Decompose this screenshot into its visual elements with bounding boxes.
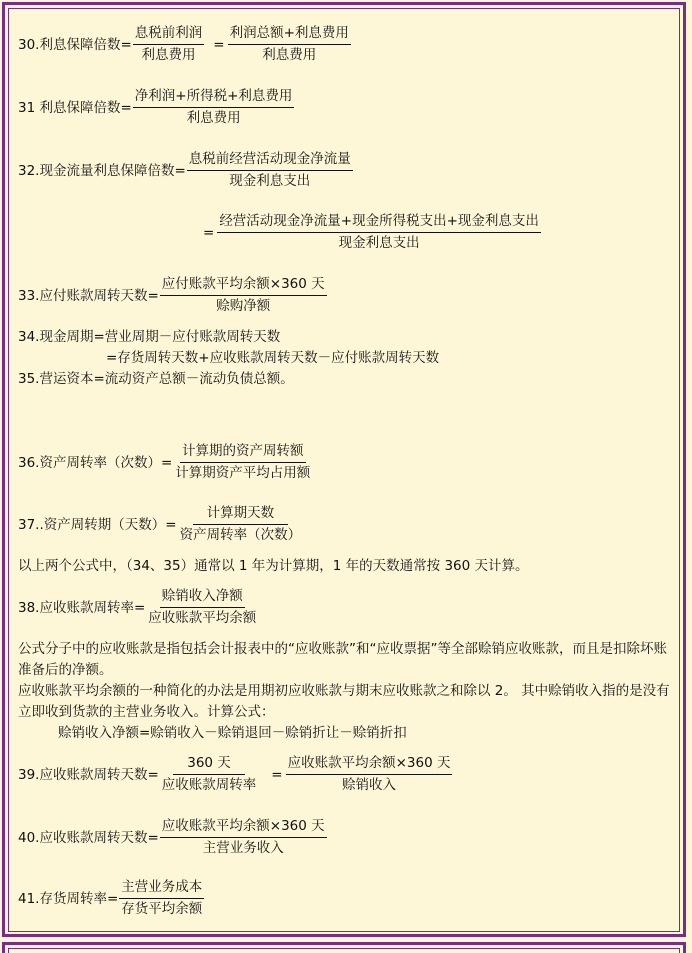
denominator: 主营业务收入 (202, 840, 284, 856)
fraction (146, 587, 258, 628)
numerator: 主营业务成本 (119, 878, 204, 899)
numerator: 应付账款平均余额×360 天 (160, 275, 327, 296)
note-calculation-period: 以上两个公式中，（34、35）通常以 1 年为计算期，1 年的天数通常按 360 天计算。 (18, 558, 529, 574)
formula-label: 31 利息保障倍数= (18, 99, 132, 116)
denominator: 计算期资产平均占用额 (175, 465, 311, 481)
fraction (217, 212, 541, 253)
denominator: 现金利息支出 (338, 235, 420, 251)
fraction (119, 878, 204, 919)
formula-32-continued (201, 212, 542, 253)
formula-37 (18, 504, 304, 545)
note-average-balance: 应收账款平均余额的一种简化的办法是用期初应收账款与期末应收账款之和除以 2。 其中赊销收入指的是没有立即收到货款的主营业务收入。计算公式： (18, 683, 670, 720)
denominator: 利息费用 (141, 47, 196, 63)
numerator: 利润总额+利息费用 (228, 24, 351, 45)
note-receivables-definition: 公式分子中的应收账款是指包括会计报表中的“应收账款”和“应收票据”等全部赊销应收账款，而且是扣除坏账准备后的净额。 (18, 641, 667, 678)
formula-label: 30.利息保障倍数= (18, 36, 132, 53)
fraction (133, 87, 295, 128)
denominator: 赊购净额 (216, 298, 271, 314)
formula-39 (18, 754, 453, 795)
next-page-border-inner (8, 948, 680, 953)
formula-36 (18, 442, 313, 483)
denominator: 应收账款周转率 (161, 777, 257, 793)
formula-34: 34.现金周期=营业周期－应付账款周转天数 (18, 329, 281, 345)
equals-sign: = (271, 766, 283, 783)
denominator: 利息费用 (186, 110, 241, 126)
fraction (173, 442, 312, 483)
denominator: 利息费用 (262, 47, 317, 63)
formula-net-credit-sales: 赊销收入净额=赊销收入－赊销退回－赊销折让－赊销折扣 (58, 725, 407, 741)
equals-sign: = (213, 36, 225, 53)
fraction (160, 754, 259, 795)
denominator: 现金利息支出 (229, 173, 311, 189)
formula-33 (18, 275, 328, 316)
numerator: 360 天 (173, 754, 245, 775)
fraction (187, 150, 353, 191)
denominator: 应收账款平均余额 (148, 610, 257, 626)
numerator: 应收账款平均余额×360 天 (286, 754, 453, 775)
numerator: 计算期的资产周转额 (180, 442, 306, 463)
numerator: 息税前利润 (133, 24, 205, 45)
formula-label: 40.应收账款周转天数= (18, 829, 159, 846)
numerator: 经营活动现金净流量+现金所得税支出+现金利息支出 (217, 212, 541, 233)
formula-label: 32.现金流量利息保障倍数= (18, 162, 186, 179)
formula-label: 36.资产周转率（次数）= (18, 454, 173, 471)
formula-34-continued: =存货周转天数+应收账款周转天数－应付账款周转天数 (106, 350, 440, 366)
formula-label: 39.应收账款周转天数= (18, 766, 159, 783)
denominator: 赊销收入 (342, 777, 397, 793)
denominator: 存货平均余额 (121, 901, 203, 917)
numerator: 净利润+所得税+利息费用 (133, 87, 295, 108)
fraction (160, 817, 327, 858)
fraction (178, 504, 304, 545)
fraction (160, 275, 327, 316)
equals-sign: = (203, 224, 215, 241)
formula-35: 35.营运资本=流动资产总额－流动负债总额。 (18, 371, 294, 387)
formula-label: 33.应付账款周转天数= (18, 287, 159, 304)
formula-label: 41.存货周转率= (18, 890, 119, 907)
numerator: 赊销收入净额 (160, 587, 245, 608)
numerator: 应收账款平均余额×360 天 (160, 817, 327, 838)
denominator: 资产周转率（次数） (179, 527, 302, 543)
fraction (286, 754, 453, 795)
fraction (133, 24, 205, 65)
formula-38 (18, 587, 259, 628)
formula-40 (18, 817, 328, 858)
formula-label: 38.应收账款周转率= (18, 599, 146, 616)
fraction (228, 24, 351, 65)
numerator: 计算期天数 (193, 504, 289, 525)
formula-31 (18, 87, 295, 128)
formula-label: 37..资产周转期（天数）= (18, 516, 177, 533)
formula-32 (18, 150, 354, 191)
formula-30 (18, 24, 352, 65)
numerator: 息税前经营活动现金净流量 (187, 150, 353, 171)
formula-41 (18, 878, 205, 919)
